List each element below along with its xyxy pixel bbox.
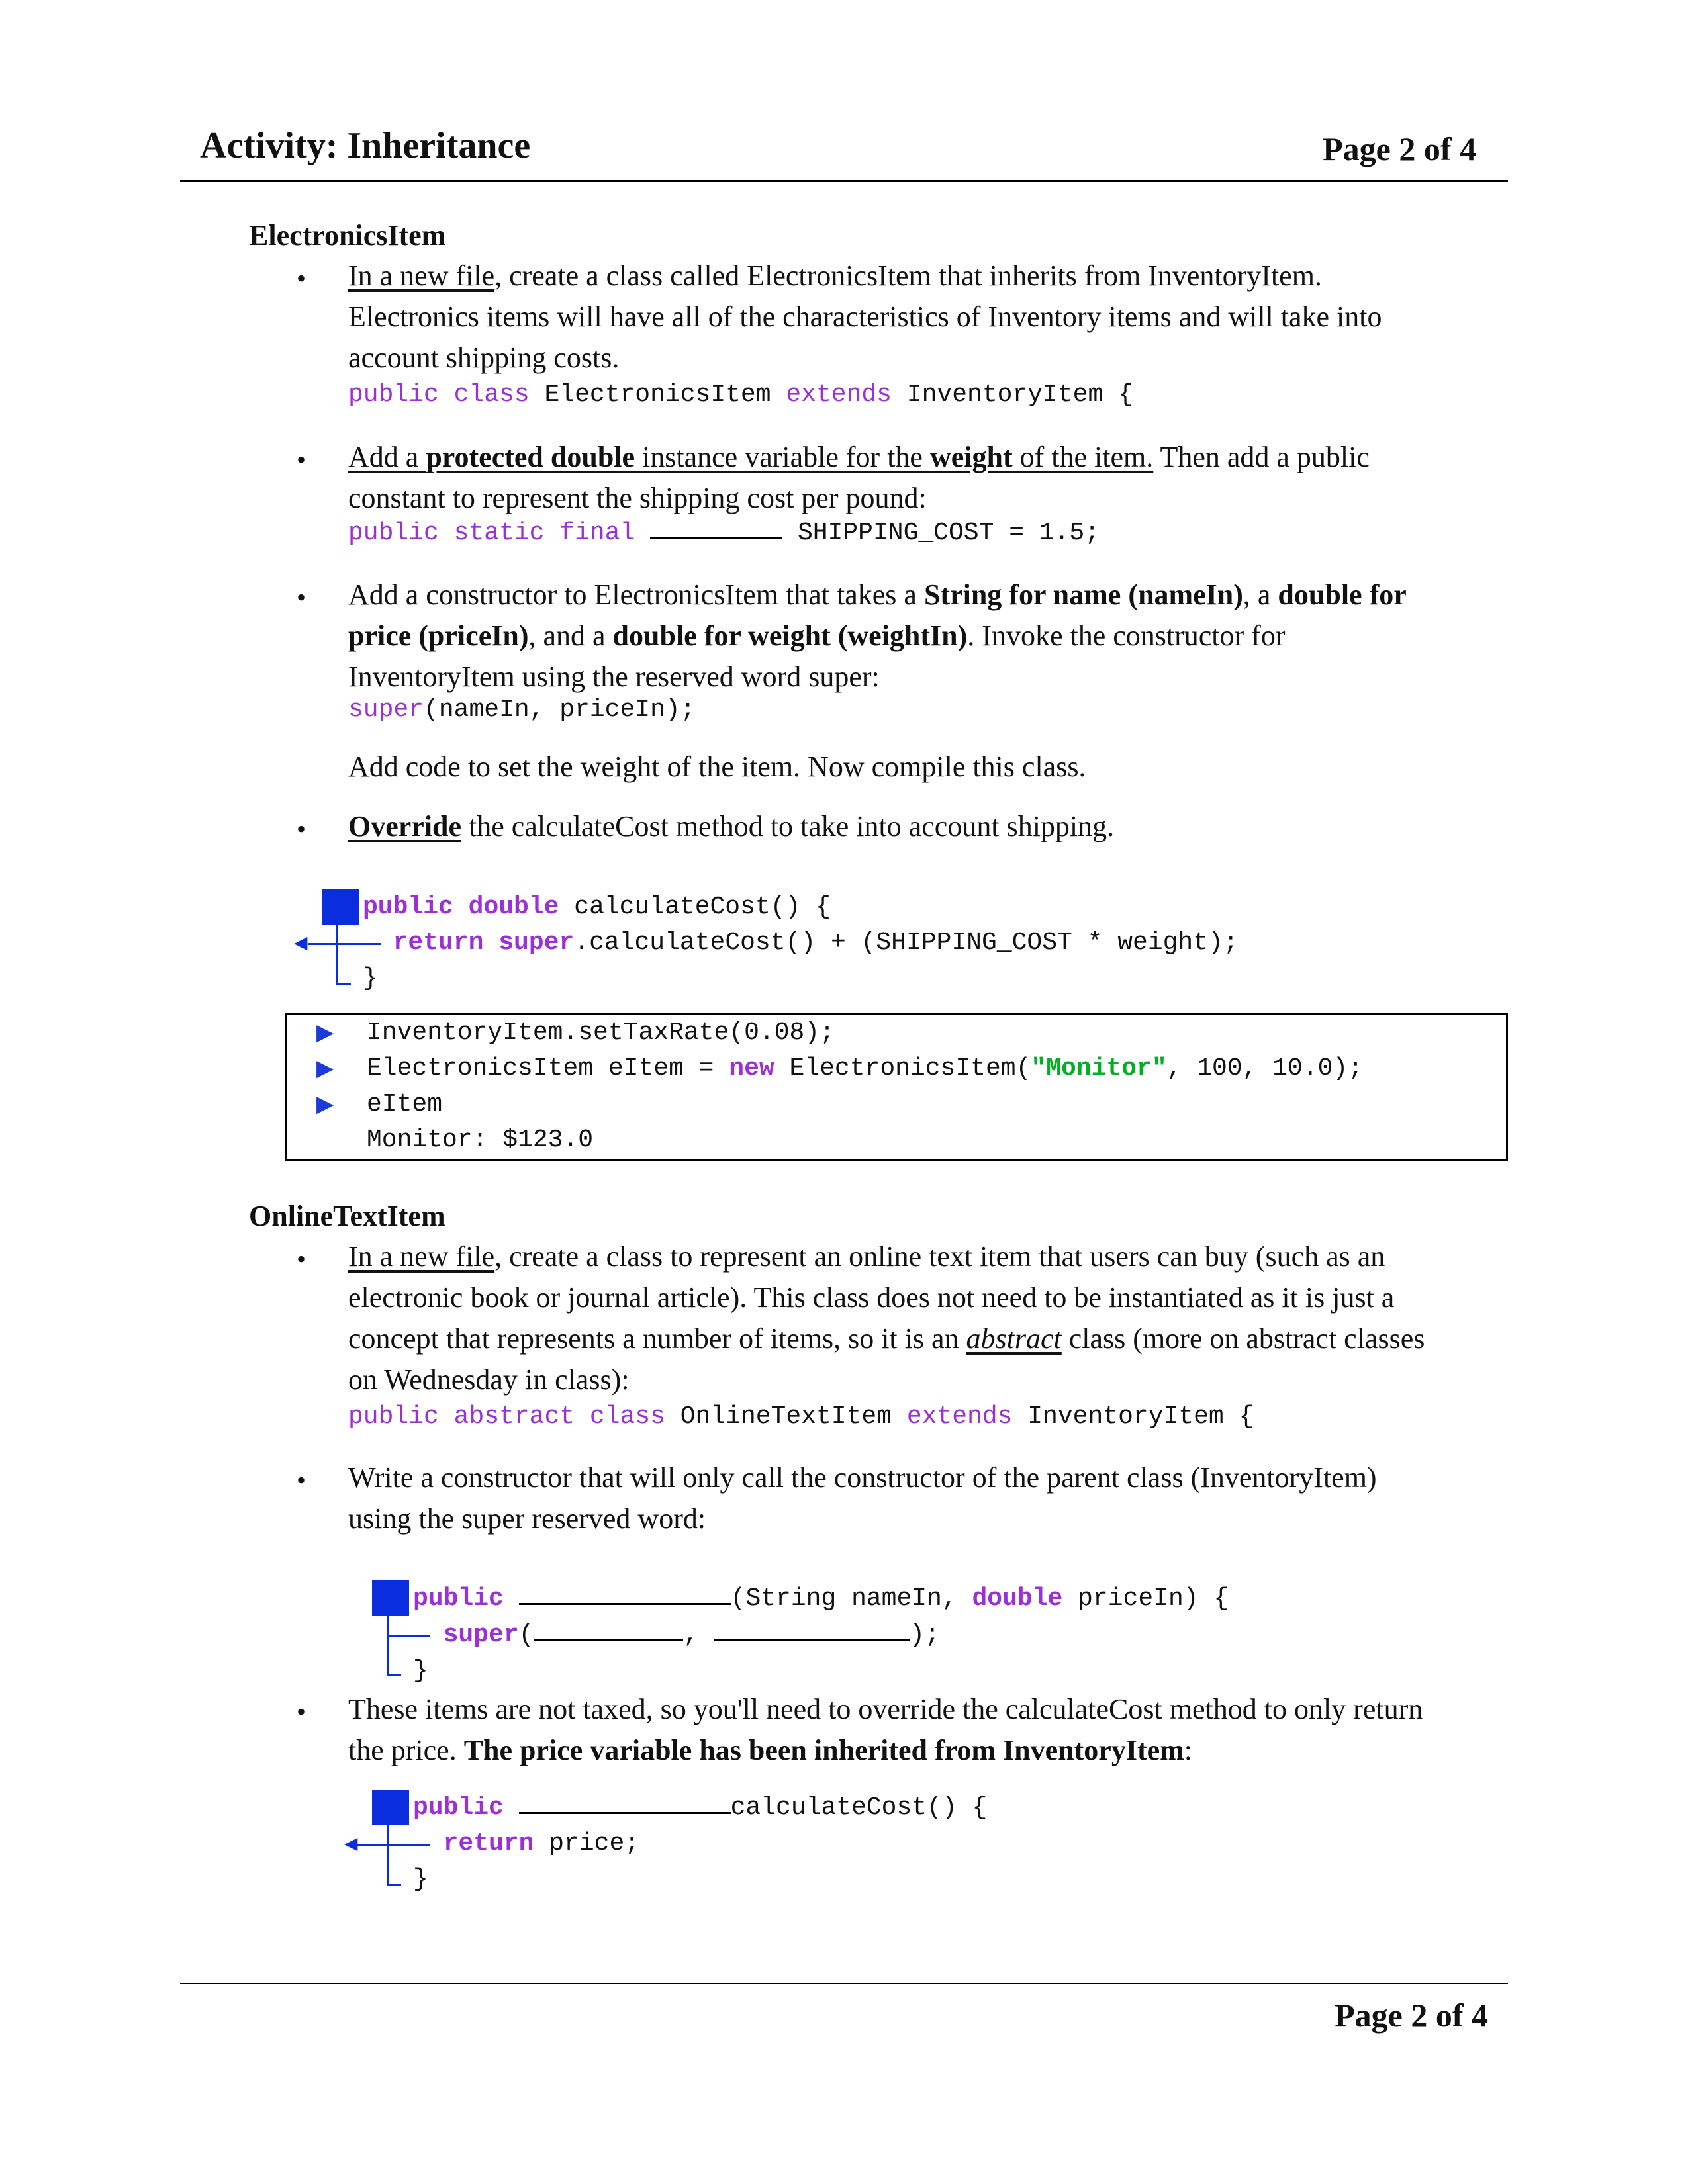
gutter-line (336, 983, 351, 985)
compile-instruction: Add code to set the weight of the item. Now compile this class. (348, 751, 1086, 783)
document-title: Activity: Inheritance (200, 125, 531, 166)
electronics-bullet-1: In a new file, create a class called ElectronicsItem that inherits from InventoryItem. Electronics items will have all of the characteristics of Inventory items and will take into account shipping costs. (348, 259, 1382, 374)
header-rule (180, 180, 1508, 182)
footer-page-number: Page 2 of 4 (1335, 1997, 1488, 2034)
gutter-line (387, 1612, 389, 1676)
arrow-left-icon: ◀ (294, 932, 308, 957)
fill-in-blank[interactable] (519, 1790, 731, 1814)
bullet: • (297, 1697, 306, 1727)
code-fold-box[interactable] (372, 1790, 409, 1825)
electronics-class-declaration: public class ElectronicsItem extends InventoryItem { (348, 381, 1133, 409)
fill-in-blank[interactable] (534, 1617, 683, 1641)
gutter-line (387, 1884, 401, 1886)
prompt-icon: ▶ (316, 1092, 334, 1116)
calculate-cost-method-online: public calculateCost() { return price; } (413, 1790, 987, 1897)
section-heading-electronics: ElectronicsItem (249, 219, 446, 251)
footer-rule (180, 1983, 1508, 1984)
gutter-line (387, 1674, 401, 1676)
online-bullet-2: Write a constructor that will only call the constructor of the parent class (InventoryItem) using the super reserved word: (348, 1461, 1377, 1535)
arrow-left-icon: ◀ (344, 1833, 358, 1858)
online-bullet-3: These items are not taxed, so you'll need to override the calculateCost method to only return the price. The price variable has been inherited from InventoryItem: (348, 1693, 1423, 1766)
section-heading-online: OnlineTextItem (249, 1200, 445, 1232)
header-page-number: Page 2 of 4 (1323, 130, 1476, 167)
code-fold-box[interactable] (372, 1580, 409, 1616)
online-bullet-1: In a new file, create a class to represent an online text item that users can buy (such as an electronic book or journal article). This class does not need to be instantiated as it is just a concept that represents a number of items, so it is an abstract class (more on abstract classes on Wednesday in class): (348, 1240, 1425, 1396)
bullet: • (297, 445, 306, 475)
new-file-text: In a new file (348, 259, 495, 292)
fill-in-blank[interactable] (519, 1580, 731, 1605)
calculate-cost-method-electronics: public double calculateCost() { return super.calculateCost() + (SHIPPING_COST * weight); } (363, 893, 1239, 993)
electronics-bullet-4: Override the calculateCost method to take into account shipping. (348, 810, 1115, 842)
prompt-icon: ▶ (316, 1021, 334, 1045)
bullet: • (297, 1244, 306, 1274)
fill-in-blank[interactable] (650, 515, 782, 539)
interactions-output: InventoryItem.setTaxRate(0.08); ElectronicsItem eItem = new ElectronicsItem("Monitor", 100, 10.0); eItem Monitor: $123.0 (367, 1019, 1364, 1154)
code-fold-box[interactable] (322, 889, 359, 925)
electronics-bullet-3: Add a constructor to ElectronicsItem that takes a String for name (nameIn), a double for price (priceIn), and a double for weight (weightIn). Invoke the constructor for InventoryItem using the reserved word super: (348, 578, 1407, 693)
super-call-code: super(nameIn, priceIn); (348, 696, 696, 724)
bullet: • (297, 582, 306, 612)
electronics-bullet-2: Add a protected double instance variable for the weight of the item. Then add a public constant to represent the shipping cost per pound: (348, 441, 1370, 514)
bullet: • (297, 263, 306, 293)
bullet: • (297, 814, 306, 844)
online-class-declaration: public abstract class OnlineTextItem extends InventoryItem { (348, 1402, 1254, 1431)
prompt-icon: ▶ (316, 1056, 334, 1081)
shipping-cost-constant: public static final SHIPPING_COST = 1.5; (348, 515, 1100, 551)
gutter-line (336, 921, 338, 985)
fill-in-blank[interactable] (714, 1617, 910, 1641)
gutter-line (387, 1821, 389, 1885)
online-constructor-code: public (String nameIn, double priceIn) { super( , ); } (413, 1580, 1229, 1689)
bullet: • (297, 1465, 306, 1495)
